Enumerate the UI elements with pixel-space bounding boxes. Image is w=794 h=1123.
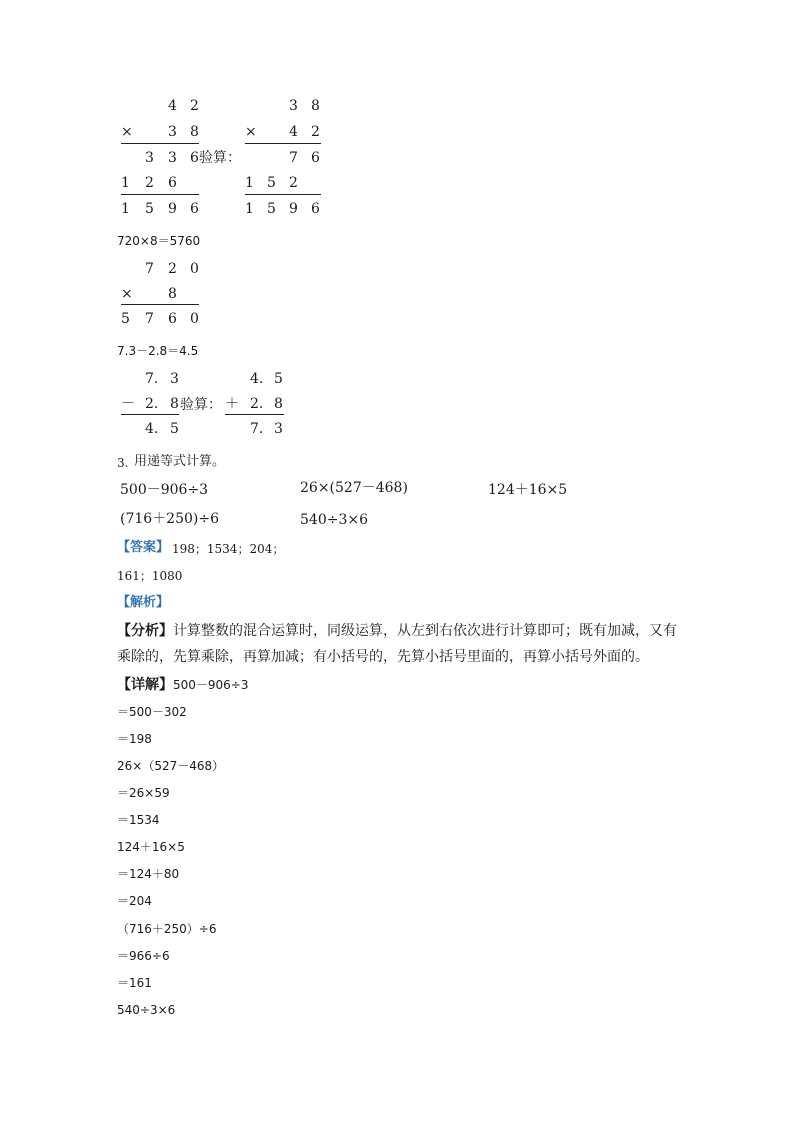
digit: 3 — [170, 371, 179, 387]
digit: 6 — [311, 150, 320, 166]
equation-7-3: 7.3－2.8＝4.5 — [117, 344, 199, 358]
divider-line — [121, 304, 199, 305]
digit: 7. — [250, 421, 264, 437]
digit: 0 — [190, 311, 199, 327]
question-item: 26×(527－468) — [300, 480, 408, 496]
question-item: 124＋16×5 — [488, 482, 568, 498]
question-number: 3. — [117, 456, 129, 470]
digit: 7 — [145, 261, 154, 277]
divider-line — [121, 143, 199, 144]
check-label: 验算： — [199, 150, 241, 166]
digit: 6 — [168, 311, 177, 327]
check-label: 验算： — [180, 397, 222, 413]
question-item: (716＋250)÷6 — [120, 511, 220, 527]
analysis-tag: 【解析】 — [117, 595, 170, 610]
solution-step: ＝500－302 — [117, 705, 187, 719]
digit: 8 — [274, 396, 283, 412]
divider-line — [121, 194, 199, 195]
multiply-operator: × — [245, 124, 257, 140]
divider-line — [225, 414, 284, 415]
digit: 1 — [121, 201, 130, 217]
question-title: 用递等式计算。 — [134, 454, 226, 469]
digit: 6 — [168, 175, 177, 191]
digit: 5 — [121, 311, 130, 327]
digit: 4 — [168, 98, 177, 114]
divider-line — [245, 143, 321, 144]
answer-line: 161；1080 — [117, 569, 183, 583]
digit: 5 — [170, 421, 179, 437]
digit: 7. — [145, 371, 159, 387]
minus-operator: － — [121, 396, 135, 412]
solution-step: （716＋250）÷6 — [117, 922, 217, 936]
multiply-operator: × — [121, 286, 133, 302]
fenxi-tag: 【分析】 — [117, 623, 173, 639]
digit: 9 — [168, 201, 177, 217]
solution-step: ＝1534 — [117, 813, 160, 827]
question-item: 540÷3×6 — [300, 512, 368, 528]
digit: 3 — [168, 150, 177, 166]
digit: 0 — [190, 261, 199, 277]
solution-step: ＝204 — [117, 894, 152, 908]
digit: 4 — [289, 124, 298, 140]
solution-step: 124＋16×5 — [117, 840, 185, 854]
digit: 2 — [289, 175, 298, 191]
digit: 8 — [311, 98, 320, 114]
digit: 5 — [267, 175, 276, 191]
digit: 8 — [190, 124, 199, 140]
digit: 6 — [190, 201, 199, 217]
digit: 2 — [311, 124, 320, 140]
digit: 2 — [145, 175, 154, 191]
digit: 2 — [168, 261, 177, 277]
digit: 1 — [121, 175, 130, 191]
digit: 2 — [190, 98, 199, 114]
digit: 3 — [145, 150, 154, 166]
digit: 6 — [311, 201, 320, 217]
answer-tag: 【答案】 — [117, 540, 170, 555]
divider-line — [121, 414, 179, 415]
digit: 1 — [245, 175, 254, 191]
solution-step: ＝124＋80 — [117, 867, 180, 881]
solution-step: ＝966÷6 — [117, 949, 170, 963]
digit: 7 — [289, 150, 298, 166]
question-item: 500－906÷3 — [120, 482, 209, 498]
digit: 3 — [289, 98, 298, 114]
answer-line: 198；1534；204； — [172, 542, 285, 556]
fenxi-text: 计算整数的混合运算时，同级运算，从左到右依次进行计算即可；既有加减，又有 — [173, 623, 677, 639]
xiangjie-tag: 【详解】 — [117, 677, 173, 693]
digit: 2. — [145, 396, 159, 412]
digit: 4. — [145, 421, 159, 437]
digit: 5 — [274, 371, 283, 387]
digit: 8 — [170, 396, 179, 412]
solution-step: ＝26×59 — [117, 786, 170, 800]
digit: 9 — [289, 201, 298, 217]
solution-step: ＝161 — [117, 976, 152, 990]
equation-720: 720×8＝5760 — [117, 234, 201, 248]
digit: 1 — [245, 201, 254, 217]
digit: 5 — [145, 201, 154, 217]
solution-step: 540÷3×6 — [117, 1003, 176, 1017]
digit: 2. — [250, 396, 264, 412]
digit: 4. — [250, 371, 264, 387]
solution-step: ＝198 — [117, 732, 152, 746]
plus-operator: ＋ — [225, 396, 239, 412]
digit: 8 — [168, 286, 177, 302]
digit: 3 — [274, 421, 283, 437]
multiply-operator: × — [121, 124, 133, 140]
digit: 6 — [190, 150, 199, 166]
fenxi-text: 乘除的，先算乘除，再算加减；有小括号的，先算小括号里面的，再算小括号外面的。 — [117, 649, 649, 665]
solution-step: 500－906÷3 — [173, 678, 249, 692]
digit: 7 — [145, 311, 154, 327]
solution-step: 26×（527－468） — [117, 759, 225, 773]
digit: 5 — [267, 201, 276, 217]
digit: 3 — [168, 124, 177, 140]
divider-line — [245, 194, 321, 195]
